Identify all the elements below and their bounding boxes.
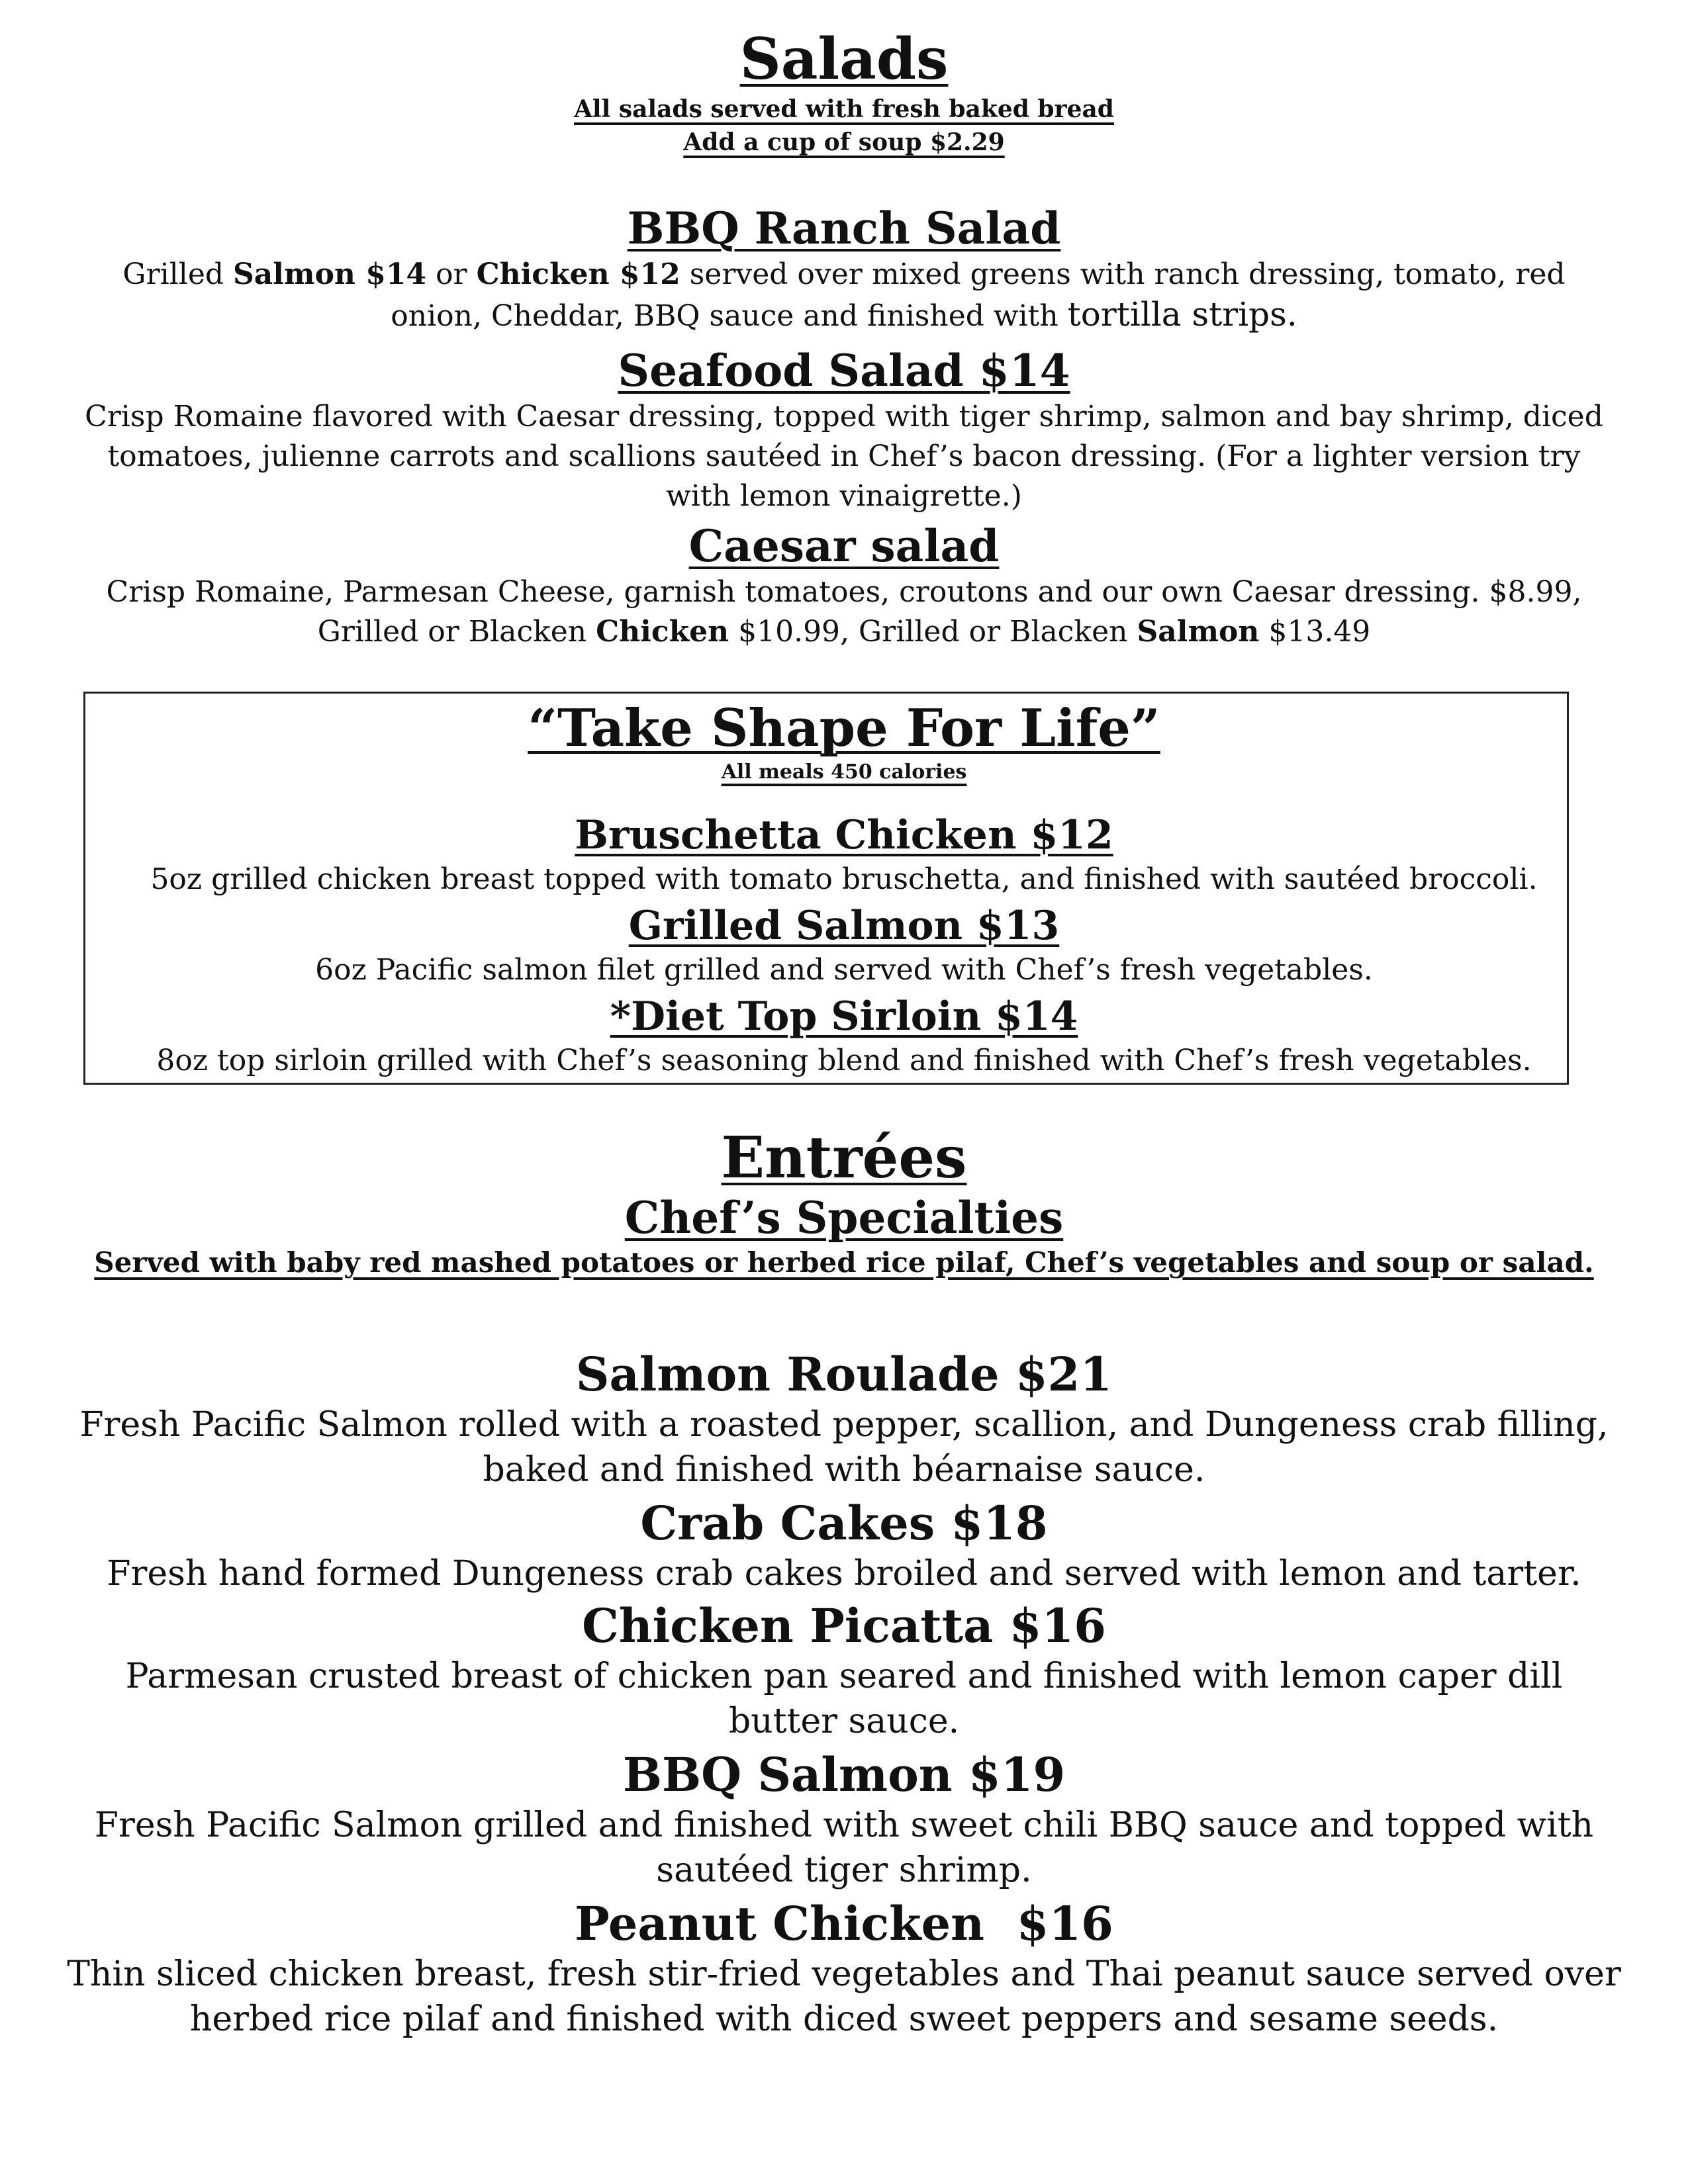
entree-item-title: Salmon Roulade $21	[575, 1347, 1113, 1402]
entree-item-title: BBQ Salmon $19	[622, 1747, 1066, 1802]
desc-bold-text: Chicken $12	[476, 257, 680, 291]
caesar-salad-desc-line1: Crisp Romaine, Parmesan Cheese, garnish tomatoes, croutons and our own Caesar dressing. $8.99,	[106, 575, 1582, 609]
tsfl-item-title: Grilled Salmon $13	[628, 903, 1060, 949]
salads-section-header	[0, 26, 1688, 159]
desc-text: Grilled or Blacken	[317, 615, 596, 649]
entrees-title: Entrées	[721, 1124, 967, 1191]
entree-item-crab-cakes	[0, 1496, 1688, 1596]
entree-item-desc-line1: Fresh Pacific Salmon rolled with a roasted pepper, scallion, and Dungeness crab filling,	[79, 1405, 1609, 1445]
tsfl-note: All meals 450 calories	[721, 760, 967, 784]
tsfl-item-grilled-salmon	[0, 901, 1688, 990]
desc-bold-text: Chicken	[596, 615, 729, 649]
seafood-salad-desc-line2: tomatoes, julienne carrots and scallions sautéed in Chef’s bacon dressing. (For a lighter version try	[107, 439, 1581, 473]
bbq-ranch-salad-title: BBQ Ranch Salad	[627, 203, 1061, 254]
desc-text: $13.49	[1259, 615, 1371, 649]
bbq-ranch-salad-desc-line2	[0, 295, 1688, 336]
seafood-salad-desc-line3: with lemon vinaigrette.)	[666, 479, 1022, 513]
desc-text: $10.99, Grilled or Blacken	[729, 615, 1137, 649]
entree-item-title: Crab Cakes $18	[640, 1496, 1048, 1551]
entree-item-desc-line1: Fresh Pacific Salmon grilled and finished with sweet chili BBQ sauce and topped with	[94, 1805, 1594, 1845]
entrees-note: Served with baby red mashed potatoes or herbed rice pilaf, Chef’s vegetables and soup or salad.	[94, 1246, 1594, 1279]
entree-item-salmon-roulade	[0, 1347, 1688, 1492]
desc-text: Grilled	[122, 257, 234, 291]
tsfl-item-title: Bruschetta Chicken $12	[575, 812, 1113, 858]
caesar-salad-item	[0, 520, 1688, 652]
entree-item-desc-line2: baked and finished with béarnaise sauce.	[483, 1450, 1205, 1490]
desc-bold-text: Salmon $14	[233, 257, 427, 291]
tsfl-item-desc: 8oz top sirloin grilled with Chef’s seasoning blend and finished with Chef’s fresh vegetables.	[156, 1044, 1532, 1077]
entree-item-chicken-picatta	[0, 1598, 1688, 1744]
take-shape-for-life-section	[0, 698, 1688, 786]
desc-text: tortilla strips.	[1067, 295, 1297, 334]
entree-item-desc-line2: sautéed tiger shrimp.	[656, 1850, 1032, 1890]
entree-item-bbq-salmon	[0, 1747, 1688, 1893]
seafood-salad-desc-line1: Crisp Romaine flavored with Caesar dressing, topped with tiger shrimp, salmon and bay shrimp, diced	[85, 400, 1603, 433]
entree-item-title: Chicken Picatta $16	[582, 1598, 1106, 1653]
entree-item-desc-line1: Parmesan crusted breast of chicken pan seared and finished with lemon caper dill	[125, 1657, 1563, 1696]
desc-text: served over mixed greens with ranch dressing, tomato, red	[680, 257, 1566, 291]
entree-item-title: Peanut Chicken $16	[575, 1896, 1113, 1951]
seafood-salad-item	[0, 344, 1688, 516]
desc-text: onion, Cheddar, BBQ sauce and finished with	[391, 299, 1068, 333]
salads-note-bread: All salads served with fresh baked bread	[574, 95, 1114, 123]
entrees-section-header	[0, 1125, 1688, 1281]
entree-item-desc-line2: butter sauce.	[728, 1702, 960, 1741]
tsfl-item-bruschetta-chicken	[0, 811, 1688, 899]
salads-note-soup: Add a cup of soup $2.29	[683, 128, 1005, 156]
caesar-salad-desc-line2	[0, 612, 1688, 652]
bbq-ranch-salad-item	[0, 202, 1688, 336]
entree-item-desc-line1: Thin sliced chicken breast, fresh stir-fried vegetables and Thai peanut sauce served over	[67, 1954, 1621, 1994]
seafood-salad-title: Seafood Salad $14	[618, 345, 1070, 396]
entree-item-desc-line2: herbed rice pilaf and finished with diced sweet peppers and sesame seeds.	[189, 1999, 1499, 2039]
desc-bold-text: Salmon	[1137, 615, 1260, 649]
tsfl-item-desc: 5oz grilled chicken breast topped with tomato bruschetta, and finished with sautéed broccoli.	[150, 862, 1538, 896]
entree-item-desc-line1: Fresh hand formed Dungeness crab cakes broiled and served with lemon and tarter.	[107, 1554, 1581, 1594]
tsfl-title: “Take Shape For Life”	[528, 698, 1160, 758]
caesar-salad-title: Caesar salad	[688, 520, 1000, 572]
entrees-subtitle: Chef’s Specialties	[624, 1192, 1064, 1244]
entree-item-peanut-chicken	[0, 1896, 1688, 2042]
tsfl-item-desc: 6oz Pacific salmon filet grilled and served with Chef’s fresh vegetables.	[315, 953, 1373, 987]
tsfl-item-title: *Diet Top Sirloin $14	[610, 993, 1078, 1040]
tsfl-item-diet-top-sirloin	[0, 992, 1688, 1081]
desc-text: or	[426, 257, 477, 291]
salads-title: Salads	[739, 26, 949, 93]
bbq-ranch-salad-desc-line1	[0, 255, 1688, 295]
